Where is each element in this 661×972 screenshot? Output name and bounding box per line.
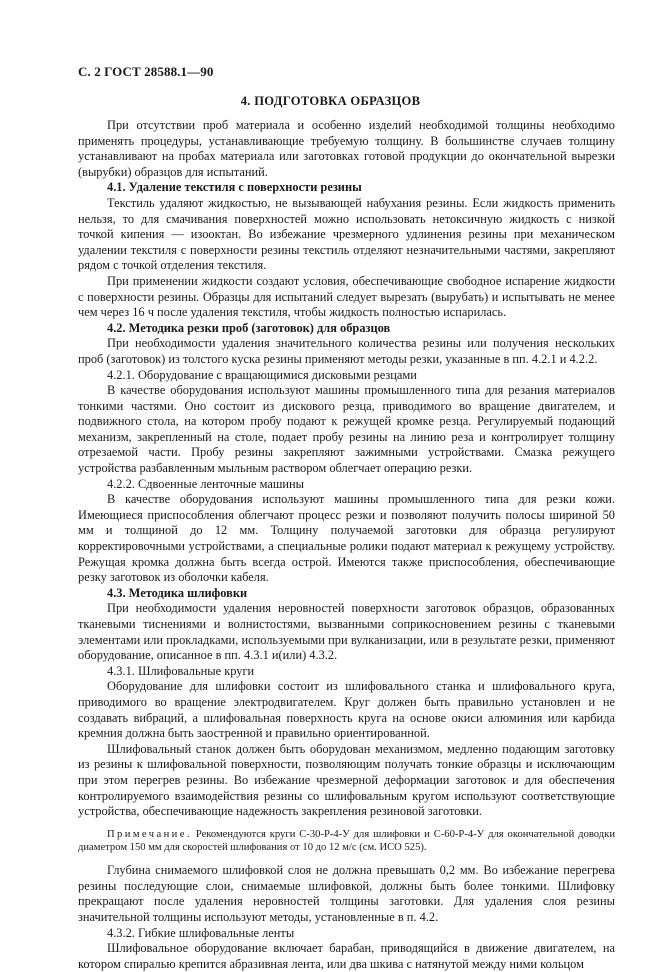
page-header: С. 2 ГОСТ 28588.1—90 [78,64,214,79]
section-title: 4. ПОДГОТОВКА ОБРАЗЦОВ [240,94,421,108]
subsection-heading: 4.3. Методика шлифовки [107,585,248,600]
paragraph: При необходимости удаления значительного количества резины или получения нескольких проб (заготовок) из толстого куска резины применяют методы резки, указанные в пп. 4.2.1 и 4.2.2. [78,336,615,366]
paragraph: Оборудование для шлифовки состоит из шлифовального станка и шлифовального круга, приводимого во вращение электродвигателем. Круг должен быть правильно установлен и не создавать вибраций, а шлифовальная поверхность круга на основе окиси алюминия или карбида кремния должна быть заостренной и правильно ориентированной. [78,679,615,741]
note [78,828,615,854]
paragraph: При необходимости удаления неровностей поверхности заготовок образцов, образованных тканевыми тиснениями и волнистостями, вызванными соприкосновением резины с тканевыми элементами или прокладками, используемыми при вулканизации, или в результате резки, применяют оборудование, описанное в пп. 4.3.1 и(или) 4.3.2. [78,601,615,663]
clause-heading: 4.2.1. Оборудование с вращающимися дисковыми резцами [107,367,417,382]
clause-heading: 4.3.1. Шлифовальные круги [107,663,255,678]
document-body [78,118,615,972]
note-label: Примечание. [107,828,192,840]
paragraph: Шлифовальный станок должен быть оборудован механизмом, медленно подающим заготовку из резины к шлифовальной поверхности, позволяющим получать тонкие образцы и исключающим при этом перегрев резины. Во избежание чрезмерной деформации заготовок и для обеспечения контролируемого взаимодействия резины со шлифовальным кругом используют соответствующие устройства, обеспечивающие надежность закрепления резиновой заготовки. [78,741,615,819]
paragraph: При применении жидкости создают условия, обеспечивающие свободное испарение жидкости с поверхности резины. Образцы для испытаний следует вырезать (вырубать) и испытывать не менее чем через 16 ч после удаления текстиля, чтобы жидкость полностью испарилась. [78,273,615,320]
paragraph: При отсутствии проб материала и особенно изделий необходимой толщины необходимо применять процедуры, устанавливающие требуемую толщину. В большинстве случаев толщину устанавливают на пробах материала или заготовках готовой продукции до окончательной вырезки (вырубки) образцов для испытаний. [78,118,615,179]
clause-heading: 4.2.2. Сдвоенные ленточные машины [107,476,304,491]
subsection-heading: 4.2. Методика резки проб (заготовок) для образцов [107,320,391,335]
note-text: Рекомендуются круги С-30-Р-4-У для шлифовки и С-60-Р-4-У для окончательной доводки диаметром 150 мм для скоростей шлифования от 10 до 12 м/с (см. ИСО 525). [78,828,615,853]
paragraph: Текстиль удаляют жидкостью, не вызывающей набухания резины. Если жидкость применить нельзя, то для смачивания поверхностей можно использовать нетоксичную жидкость с низкой точкой кипения — изооктан. Во избежание чрезмерного удлинения резины при механическом удалении текстиля с поверхности резины текстиль отделяют незначительными частями, закрепляют рядом с точкой отделения текстиля. [78,195,615,273]
clause-heading: 4.3.2. Гибкие шлифовальные ленты [107,925,295,940]
paragraph: В качестве оборудования используют машины промышленного типа для резки кожи. Имеющиеся приспособления облегчают процесс резки и позволяют получить полосы шириной 50 мм и толщиной до 12 мм. Толщину получаемой заготовки для образца регулируют корректировочными устройствами, а специальные ролики подают материал к режущему устройству. Режущая кромка должна быть всегда острой. Имеются также приспособления, обеспечивающие резку заготовок из оболочки кабеля. [78,492,615,585]
paragraph: Глубина снимаемого шлифовкой слоя не должна превышать 0,2 мм. Во избежание перегрева резины последующие слои, снимаемые шлифовкой, должны быть более тонкими. Шлифовку прекращают после удаления неровностей толщины заготовки. Для удаления слоя резины значительной толщины используют методы, установленные в п. 4.2. [78,863,615,924]
subsection-heading: 4.1. Удаление текстиля с поверхности резины [107,180,362,195]
paragraph: В качестве оборудования используют машины промышленного типа для резания материалов тонкими частями. Оно состоит из дискового резца, приводимого во вращение двигателем, и подвижного стола, на котором пробу подают к режущей кромке резца. Регулируемый подающий механизм, закрепленный на столе, подает пробу резины на линию реза и контролирует толщину отрезаемой части. Пробу резины закрепляют зажимными устройствами. Смазка режущего устройства разбавленным мыльным раствором облегчает операцию резки. [78,383,615,476]
paragraph: Шлифовальное оборудование включает барабан, приводящийся в движение двигателем, на котором спиралью крепится абразивная лента, или два шкива с натянутой между ними кольцом [78,941,615,971]
